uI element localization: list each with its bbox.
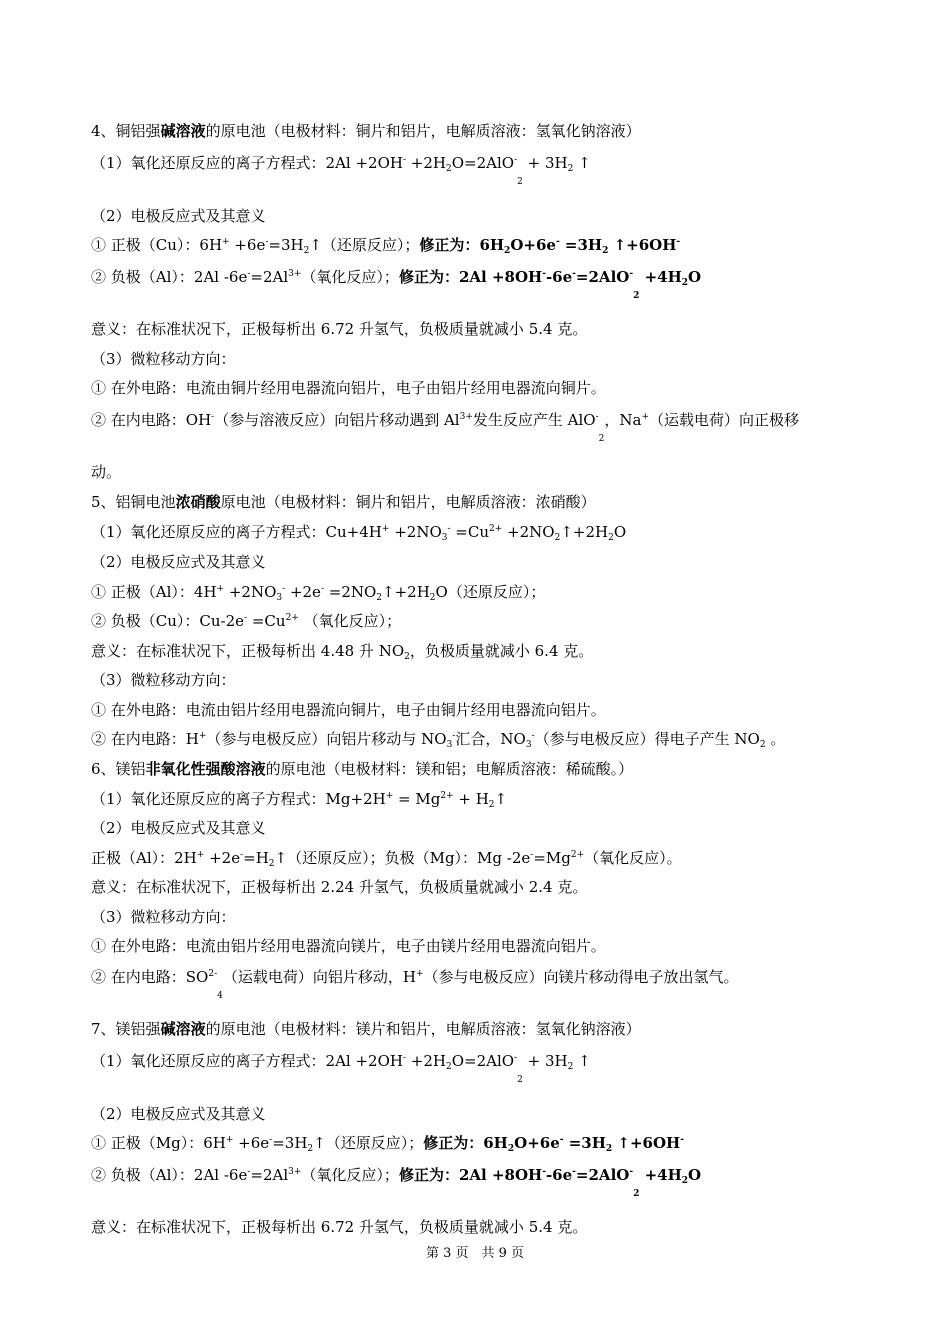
superscript: + (198, 731, 207, 741)
section-5-title (91, 492, 596, 512)
ionic-equation-line (91, 153, 591, 187)
subscript: 2 (517, 1075, 523, 1085)
subscript: 2 (446, 164, 452, 174)
superscript: - (247, 269, 251, 279)
superscript: - (211, 412, 215, 422)
electrode-line (91, 848, 682, 868)
negative-electrode-line (91, 267, 702, 301)
superscript: + (216, 584, 225, 594)
eq-text: =2Al (250, 268, 289, 286)
eq-text: -6e (545, 1166, 573, 1184)
eq-text: 2Al +8OH (458, 268, 543, 286)
subscript: 2 (759, 740, 766, 750)
eq-text: 2Al -6e (193, 268, 248, 286)
subscript: 2 (567, 164, 574, 174)
superscript: - (629, 269, 634, 279)
electrode-label: ② 负极（Al）： (91, 268, 194, 286)
eq-text: （氧化反应）； (301, 1166, 399, 1184)
internal-circuit-line (91, 967, 739, 1001)
superscript: + (415, 969, 424, 979)
subscript: 3 (276, 593, 283, 603)
eq-text: =3H (268, 236, 304, 254)
text: （运载电荷）向铝片移动，H (222, 968, 416, 986)
text: （1）氧化还原反应的离子方程式：Mg+2H (91, 790, 386, 808)
eq-text: +4H (639, 268, 682, 286)
correction-label: 修正为： (398, 268, 459, 286)
superscript: - (320, 584, 324, 594)
text: （氧化反应）。 (584, 849, 682, 867)
superscript: - (240, 850, 244, 860)
eq-text: O (688, 1166, 702, 1184)
superscript: 2+ (285, 613, 299, 623)
equation-label: （1）氧化还原反应的离子方程式： (91, 1052, 326, 1070)
section-number: 4、 (91, 122, 116, 140)
superscript: 3+ (288, 269, 302, 279)
title-text: 的原电池（电极材料：铜片和铝片，电解质溶液：氢氧化钠溶液） (205, 122, 641, 140)
subscript: 2 (517, 177, 523, 187)
text: ，Na (604, 411, 642, 429)
eq-text: + 3H (522, 154, 568, 172)
positive-electrode-line (91, 1133, 684, 1153)
text: （氧化反应）； (298, 612, 402, 630)
eq-text: +6e (233, 1134, 270, 1152)
superscript: 3+ (459, 412, 473, 422)
text: +2e (285, 583, 321, 601)
superscript: - (530, 850, 534, 860)
eq-text: ↑+6OH (608, 236, 677, 254)
correction (398, 268, 702, 301)
subscript: 2 (507, 1144, 515, 1154)
subscript: 2 (608, 533, 614, 543)
superscript: - (402, 155, 407, 165)
eq-text: +6e (229, 236, 266, 254)
superscript: - (680, 1135, 684, 1145)
eq-text: +2H (406, 1052, 446, 1070)
external-circuit-line: ① 在外电路：电流由铜片经用电器流向铝片，电子由铝片经用电器流向铜片。 (91, 379, 606, 397)
title-text: 镁铝 (115, 760, 146, 778)
subheading: （2）电极反应式及其意义 (91, 1105, 266, 1123)
subscript: 3 (446, 740, 453, 750)
equation-label: （1）氧化还原反应的离子方程式： (91, 154, 326, 172)
electrode-label: ② 负极（Al）： (91, 1166, 194, 1184)
subscript: 2 (681, 1176, 689, 1186)
subscript: 2 (376, 593, 383, 603)
superscript: - (265, 237, 269, 247)
superscript: - (514, 155, 518, 165)
text: =Mg (533, 849, 571, 867)
subscript: 2 (268, 859, 275, 869)
superscript: - (559, 1135, 564, 1145)
external-circuit-line: ① 在外电路：电流由铝片经用电器流向铜片，电子由铜片经用电器流向铝片。 (91, 701, 606, 719)
eq-text: =2AlO (575, 1166, 630, 1184)
text: 汇合，NO (455, 730, 526, 748)
ionic-equation-line (91, 789, 507, 809)
superscript: + (385, 791, 394, 801)
subheading: （2）电极反应式及其意义 (91, 207, 266, 225)
eq-text: ↑ (573, 154, 591, 172)
subscript: 2 (404, 652, 410, 662)
negative-electrode-line (91, 1165, 702, 1199)
eq-text: O+6e (510, 236, 556, 254)
subheading: （3）微粒移动方向： (91, 671, 236, 689)
text: O（还原反应）； (435, 583, 546, 601)
eq-text: ↑ (573, 1052, 591, 1070)
eq-text: 6H (479, 236, 505, 254)
superscript: 2+ (570, 850, 585, 860)
electrode-label: ① 正极（Cu）： (91, 236, 200, 254)
text: + H (453, 790, 489, 808)
eq-text: O=2AlO (451, 1052, 515, 1070)
meaning-line: 意义：在标准状况下，正极每析出 6.72 升氢气，负极质量就减小 5.4 克。 (91, 320, 588, 338)
eq-text: O (613, 523, 627, 541)
meaning-line: 意义：在标准状况下，正极每析出 6.72 升氢气，负极质量就减小 5.4 克。 (91, 1218, 588, 1236)
eq-text: 2Al -6e (193, 1166, 248, 1184)
subheading: （3）微粒移动方向： (91, 350, 236, 368)
eq-text: ↑（还原反应）； (313, 1134, 424, 1152)
subheading: （2）电极反应式及其意义 (91, 819, 266, 837)
subscript: 2 (633, 1189, 640, 1199)
text: （参与电极反应）得电子产生 NO (534, 730, 760, 748)
superscript: - (595, 412, 599, 422)
subheading: （2）电极反应式及其意义 (91, 553, 266, 571)
title-emphasis: 非氧化性强酸溶液 (145, 760, 266, 778)
eq-text: 6H (483, 1134, 508, 1152)
title-emphasis: 浓硝酸 (175, 493, 221, 511)
superscript: + (225, 1135, 234, 1145)
eq-text: +4H (639, 1166, 682, 1184)
text: =H (243, 849, 269, 867)
internal-circuit-line (91, 729, 785, 749)
eq-text: ↑（还原反应）； (309, 236, 420, 254)
section-4-title (91, 121, 641, 141)
ionic-equation-line (91, 1051, 591, 1085)
text: ↑+2H (382, 583, 430, 601)
title-text: 铜铝强 (115, 122, 161, 140)
title-text: 铝铜电池 (115, 493, 176, 511)
subscript: 2 (554, 533, 561, 543)
eq-text: =2Al (250, 1166, 289, 1184)
page-footer: 第 3 页 共 9 页 (425, 1246, 525, 1261)
eq-text: +2NO (502, 523, 555, 541)
superscript: + (196, 850, 205, 860)
superscript: + (641, 412, 649, 422)
eq-text: 2Al +2OH (325, 1052, 403, 1070)
title-text: 的原电池（电极材料：镁片和铝片，电解质溶液：氢氧化钠溶液） (205, 1020, 641, 1038)
positive-electrode-line (91, 235, 680, 255)
subheading: （3）微粒移动方向： (91, 908, 236, 926)
text: +2NO (224, 583, 277, 601)
superscript: - (447, 524, 451, 534)
section-number: 5、 (91, 493, 116, 511)
text: （运载电荷）向正极移 (649, 411, 800, 429)
section-7-title (91, 1019, 641, 1039)
superscript: - (629, 1167, 634, 1177)
text: ，负极质量就减小 6.4 克。 (409, 642, 594, 660)
superscript: - (244, 613, 248, 623)
title-text: 镁铝强 (115, 1020, 161, 1038)
text: 。 (765, 730, 786, 748)
subscript: 4 (217, 991, 223, 1001)
superscript: - (572, 1167, 576, 1177)
superscript: 3+ (288, 1167, 302, 1177)
equation-label: （1）氧化还原反应的离子方程式： (91, 523, 326, 541)
eq-text: =3H (559, 236, 603, 254)
superscript: - (247, 1167, 251, 1177)
text: （参与溶液反应）向铝片移动遇到 Al (214, 411, 460, 429)
eq-text: ↑+6OH (612, 1134, 681, 1152)
text: （参与电极反应）向铝片移动与 NO (206, 730, 447, 748)
subscript: 2 (633, 291, 640, 301)
superscript: - (676, 237, 681, 247)
text: 发生反应产生 AlO (472, 411, 596, 429)
section-6-title (91, 759, 633, 779)
superscript: + (381, 524, 390, 534)
meaning-line: 意义：在标准状况下，正极每析出 2.24 升氢气，负极质量就减小 2.4 克。 (91, 878, 588, 896)
text: 正极（Al）：2H (91, 849, 197, 867)
superscript: 2+ (440, 791, 454, 801)
correction (419, 236, 680, 254)
text: ② 负极（Cu）：Cu-2e (91, 612, 245, 630)
text: ↑ (494, 790, 508, 808)
superscript: - (531, 731, 535, 741)
subscript: 3 (525, 740, 532, 750)
eq-text: +2H (406, 154, 446, 172)
eq-text: 6H (199, 236, 223, 254)
eq-text: ↑+2H (560, 523, 609, 541)
meaning-line (91, 641, 593, 661)
superscript: - (282, 584, 286, 594)
eq-text: =3H (563, 1134, 606, 1152)
superscript: 2- (208, 969, 218, 979)
negative-electrode-line (91, 611, 401, 631)
subscript: 2 (605, 1144, 613, 1154)
title-text: 原电池（电极材料：铜片和铝片，电解质溶液：浓硝酸） (220, 493, 596, 511)
eq-text: Cu+4H (325, 523, 382, 541)
superscript: - (269, 1135, 273, 1145)
correction-label: 修正为： (398, 1166, 459, 1184)
eq-text: +2NO (389, 523, 442, 541)
positive-electrode-line (91, 582, 545, 602)
subscript: 2 (488, 800, 495, 810)
eq-text: 2Al +2OH (325, 154, 403, 172)
title-text: 的原电池（电极材料：镁和铝；电解质溶液：稀硫酸。） (265, 760, 634, 778)
subscript: 2 (602, 246, 609, 256)
title-emphasis: 碱溶液 (160, 1020, 206, 1038)
eq-text: -6e (545, 268, 573, 286)
text: =Cu (247, 612, 286, 630)
subscript: 2 (598, 434, 605, 444)
text: ② 在内电路：H (91, 730, 199, 748)
superscript: - (514, 1053, 518, 1063)
eq-text: O (688, 268, 702, 286)
eq-text: =3H (272, 1134, 308, 1152)
internal-circuit-cont: 动。 (91, 463, 122, 481)
text: ② 在内电路：OH (91, 411, 212, 429)
eq-text: 2Al +8OH (458, 1166, 543, 1184)
text: +2e (204, 849, 241, 867)
title-emphasis: 碱溶液 (160, 122, 206, 140)
superscript: - (542, 269, 546, 279)
superscript: - (555, 237, 560, 247)
correction-label: 修正为： (419, 236, 480, 254)
superscript: + (222, 237, 230, 247)
eq-text: + 3H (522, 1052, 568, 1070)
subscript: 2 (429, 593, 436, 603)
correction-label: 修正为： (423, 1134, 484, 1152)
correction (423, 1134, 684, 1152)
superscript: - (572, 269, 576, 279)
internal-circuit-line (91, 410, 800, 444)
correction (398, 1166, 702, 1199)
text: = Mg (393, 790, 441, 808)
eq-text: O=2AlO (451, 154, 515, 172)
subscript: 2 (504, 246, 511, 256)
eq-text: =Cu (450, 523, 490, 541)
text: ① 正极（Al）：4H (91, 583, 217, 601)
electrode-label: ① 正极（Mg）： (91, 1134, 204, 1152)
section-number: 6、 (91, 760, 116, 778)
ionic-equation-line (91, 522, 626, 542)
external-circuit-line: ① 在外电路：电流由铝片经用电器流向镁片，电子由镁片经用电器流向铝片。 (91, 937, 606, 955)
subscript: 3 (441, 533, 448, 543)
text: =2NO (323, 583, 377, 601)
text: 意义：在标准状况下，正极每析出 4.48 升 NO (91, 642, 405, 660)
subscript: 2 (567, 1062, 574, 1072)
eq-text: （氧化反应）； (301, 268, 399, 286)
subscript: 2 (303, 246, 310, 256)
superscript: - (542, 1167, 546, 1177)
text: ↑（还原反应）；负极（Mg）：Mg -2e (274, 849, 531, 867)
subscript: 2 (307, 1144, 314, 1154)
superscript: - (402, 1053, 407, 1063)
eq-text: 6H (203, 1134, 226, 1152)
subscript: 2 (681, 278, 689, 288)
eq-text: O+6e (514, 1134, 560, 1152)
text: （参与电极反应）向镁片移动得电子放出氢气。 (423, 968, 739, 986)
subscript: 2 (446, 1062, 452, 1072)
section-number: 7、 (91, 1020, 116, 1038)
eq-text: =2AlO (575, 268, 630, 286)
text: ② 在内电路：SO (91, 968, 209, 986)
superscript: - (452, 731, 456, 741)
superscript: 2+ (489, 524, 503, 534)
